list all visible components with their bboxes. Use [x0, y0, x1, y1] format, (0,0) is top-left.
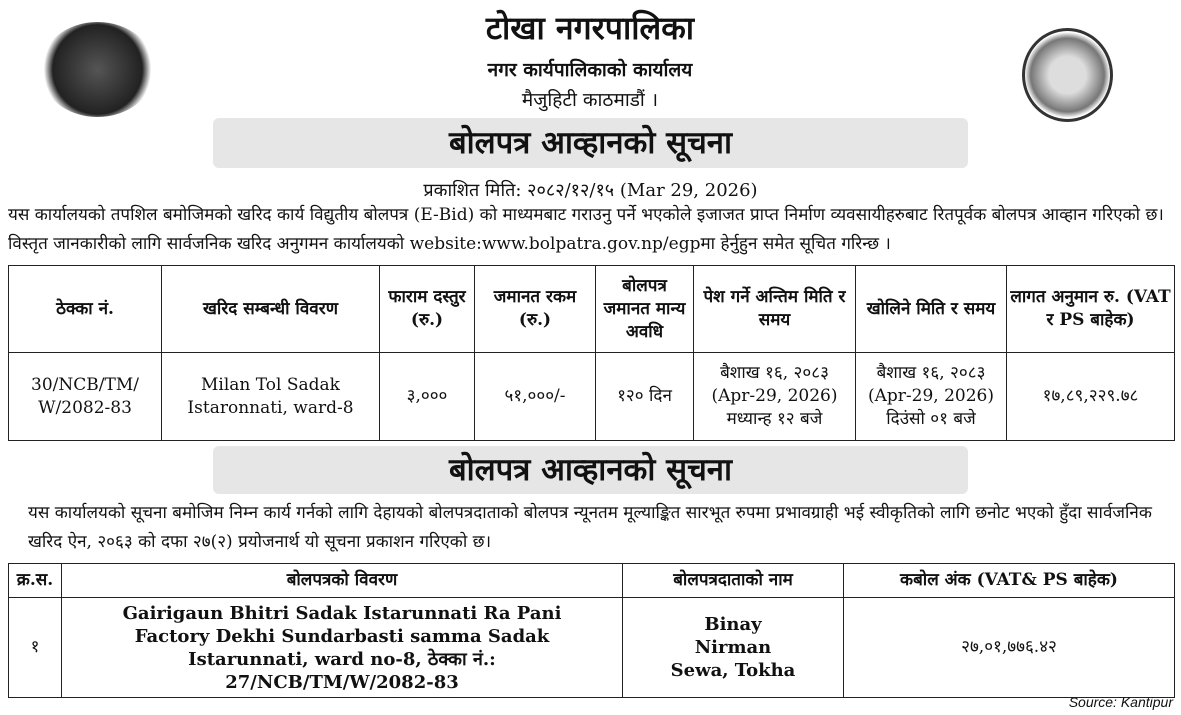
office-address: मैजुहिटी काठमाडौं । — [521, 89, 659, 111]
cell: Gairigaun Bhitri Sadak Istarunnati Ra Pani Factory Dekhi Sundarbasti samma Sadak Istarunnati, ward no-8, ठेक्का नं.: 27/NCB/TM/W/2082-83 — [62, 598, 623, 698]
cell: बैशाख १६, २०८३ (Apr-29, 2026) दिउंसो ०१ बजे — [856, 353, 1007, 441]
notice-title-2: बोलपत्र आव्हानको सूचना — [213, 446, 968, 494]
source-credit: Source: Kantipur — [1068, 694, 1173, 710]
col-header: कबोल अंक (VAT& PS बाहेक) — [844, 564, 1175, 598]
tender-table — [8, 265, 1175, 441]
cell: 30/NCB/TM/ W/2082-83 — [9, 353, 162, 441]
nepal-government-emblem — [40, 22, 155, 117]
cell: २७,०१,७७६.४२ — [844, 598, 1175, 698]
table-row — [9, 353, 1175, 441]
notice-paragraph: यस कार्यालयको तपशिल बमोजिमको खरिद कार्य विद्युतीय बोलपत्र (E-Bid) को माध्यमबाट गराउनु पर्ने भएकोले इजाजत प्राप्त निर्माण व्यवसायीहरुबाट रितपूर्वक बोलपत्र आव्हान गरिएको छ। विस्तृत जानकारीको लागि सार्वजनिक खरिद अनुगमन कार्यालयको website:www.bolpatra.gov.np/egpमा हेर्नुहुन समेत सूचित गरिन्छ । — [8, 205, 1164, 254]
cell: Binay Nirman Sewa, Tokha — [623, 598, 844, 698]
col-header: क्र.स. — [9, 564, 62, 598]
col-header: खोलिने मिति र समय — [856, 266, 1007, 353]
table-row — [9, 598, 1175, 698]
office-name: नगर कार्यपालिकाको कार्यालय — [487, 59, 693, 81]
published-date: प्रकाशित मिति: २०८२/१२/१५ (Mar 29, 2026) — [423, 180, 758, 201]
col-header: पेश गर्ने अन्तिम मिति र समय — [694, 266, 856, 353]
cell: ३,००० — [380, 353, 475, 441]
notice-title: बोलपत्र आव्हानको सूचना — [213, 118, 968, 168]
org-name: टोखा नगरपालिका — [485, 9, 695, 47]
cell: Milan Tol Sadak Istaronnati, ward-8 — [162, 353, 380, 441]
award-paragraph: यस कार्यालयको सूचना बमोजिम निम्न कार्य गर्नको लागि देहायको बोलपत्रदाताको बोलपत्र न्यूनतम मूल्याङ्कित सारभूत रुपमा प्रभावग्राही भई स्वीकृतिको लागि छनोट भएको हुँदा सार्वजनिक खरिद ऐन, २०६३ को दफा २७(२) प्रयोजनार्थ यो सूचना प्रकाशन गरिएको छ। — [28, 503, 1152, 552]
col-header: बोलपत्रदाताको नाम — [623, 564, 844, 598]
col-header: ठेक्का नं. — [9, 266, 162, 353]
cell: ५१,०००/- — [475, 353, 596, 441]
award-table — [8, 563, 1175, 698]
col-header: जमानत रकम (रु.) — [475, 266, 596, 353]
col-header: बोलपत्र जमानत मान्य अवधि — [596, 266, 694, 353]
tokha-municipality-logo — [1022, 28, 1113, 122]
col-header: बोलपत्रको विवरण — [62, 564, 623, 598]
cell: बैशाख १६, २०८३ (Apr-29, 2026) मध्यान्ह १२ बजे — [694, 353, 856, 441]
col-header: लागत अनुमान रु. (VAT र PS बाहेक) — [1007, 266, 1175, 353]
cell: १२० दिन — [596, 353, 694, 441]
cell: १७,८९,२२९.७८ — [1007, 353, 1175, 441]
col-header: फाराम दस्तुर (रु.) — [380, 266, 475, 353]
col-header: खरिद सम्बन्धी विवरण — [162, 266, 380, 353]
cell: १ — [9, 598, 62, 698]
